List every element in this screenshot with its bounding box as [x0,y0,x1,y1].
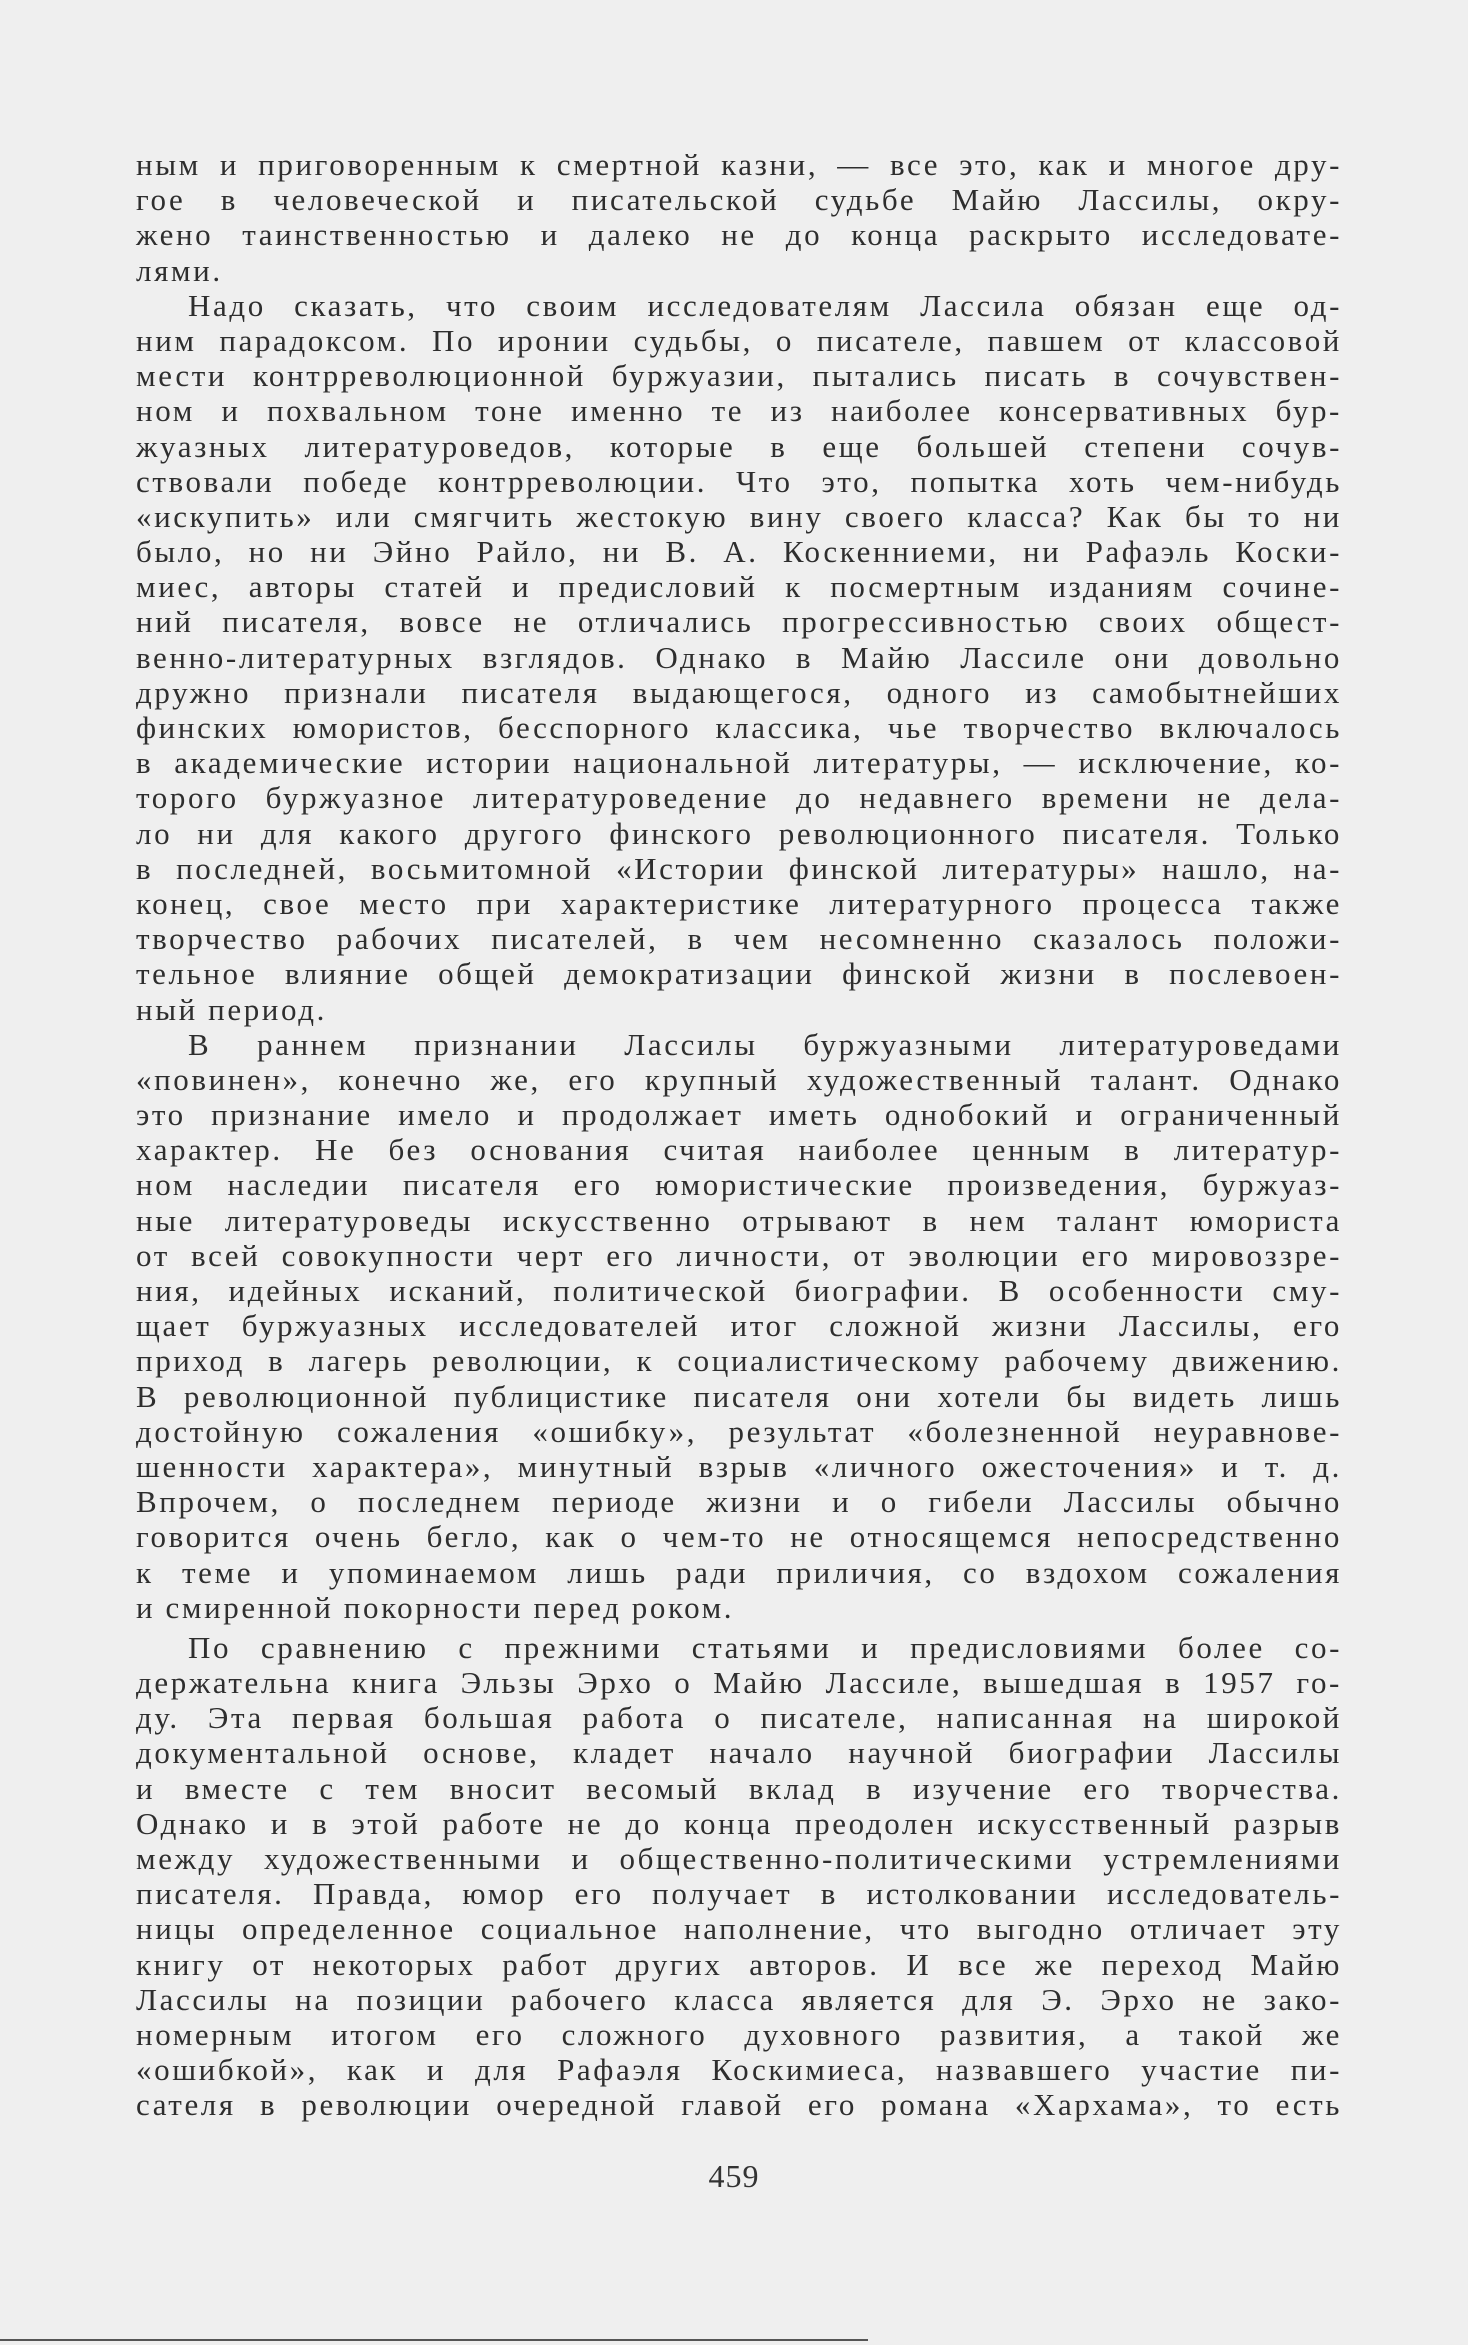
text-line: характер. Не без основания считая наиболее ценным в литератур- [136,1132,1342,1168]
text-line: миес, авторы статей и предисловий к посмертным изданиям сочине- [136,569,1342,605]
text-line: лями. [136,252,223,288]
page-number: 459 [708,2158,760,2194]
text-line: держательна книга Эльзы Эрхо о Майю Лассиле, вышедшая в 1957 го- [136,1665,1342,1701]
text-line: ным и приговоренным к смертной казни, — все это, как и многое дру- [136,147,1342,182]
text-line: ду. Эта первая большая работа о писателе, написанная на широкой [136,1700,1342,1736]
text-line: ные литературоведы искусственно отрывают в нем талант юмориста [136,1202,1342,1238]
text-line: ствовали победе контрреволюции. Что это, попытка хоть чем-нибудь [136,463,1342,499]
text-line: сателя в революции очередной главой его романа «Хархама», то есть [136,2087,1342,2123]
text-line: ний писателя, вовсе не отличались прогрессивностью своих общест- [136,604,1342,640]
text-line: «повинен», конечно же, его крупный художественный талант. Однако [136,1061,1342,1097]
text-line: конец, свое место при характеристике литературного процесса также [136,885,1342,921]
paragraph [136,147,1342,288]
text-line: в последней, восьмитомной «Истории финской литературы» нашло, на- [136,850,1342,886]
text-line: гое в человеческой и писательской судьбе Майю Лассилы, окру- [136,182,1342,218]
text-line: ном и похвальном тоне именно те из наиболее консервативных бур- [136,393,1342,429]
text-line: и вместе с тем вносит весомый вклад в изучение его творчества. [136,1770,1342,1806]
text-line: По сравнению с прежними статьями и предисловиями более со- [188,1629,1342,1665]
text-line: ло ни для какого другого финского революционного писателя. Только [136,815,1342,851]
text-line: ном наследии писателя его юмористические произведения, буржуаз- [136,1167,1342,1203]
text-line: писателя. Правда, юмор его получает в истолковании исследователь- [136,1876,1342,1912]
paragraph [136,288,1342,1027]
text-line: между художественными и общественно-политическими устремлениями [136,1841,1342,1876]
text-line: творчество рабочих писателей, в чем несомненно сказалось положи- [136,921,1342,957]
text-line: Лассилы на позиции рабочего класса является для Э. Эрхо не зако- [136,1981,1342,2017]
text-line: «ошибкой», как и для Рафаэля Коскимиеса, назвавшего участие пи- [136,2052,1342,2088]
text-line: ния, идейных исканий, политической биографии. В особенности сму- [136,1273,1342,1308]
text-line: в академические истории национальной литературы, — исключение, ко- [136,745,1342,781]
text-line: щает буржуазных исследователей итог сложной жизни Лассилы, его [136,1308,1342,1344]
paragraph [136,1630,1342,2123]
text-line: было, но ни Эйно Райло, ни В. А. Коскенниеми, ни Рафаэль Коски- [136,534,1342,570]
scan-edge-line [0,2339,868,2341]
text-line: к теме и упоминаемом лишь ради приличия, со вздохом сожаления [136,1554,1342,1590]
text-line: это признание имело и продолжает иметь однобокий и ограниченный [136,1097,1342,1133]
text-line: и смиренной покорности перед роком. [136,1589,735,1625]
text-line: В революционной публицистике писателя они хотели бы видеть лишь [136,1378,1342,1414]
text-line: дружно признали писателя выдающегося, одного из самобытнейших [136,674,1342,710]
text-line: шенности характера», минутный взрыв «личного ожесточения» и т. д. [136,1448,1342,1484]
text-line: Впрочем, о последнем периоде жизни и о гибели Лассилы обычно [136,1484,1342,1520]
text-line: жено таинственностью и далеко не до конца раскрыто исследовате- [136,217,1342,253]
text-line: тельное влияние общей демократизации финской жизни в послевоен- [136,956,1342,992]
text-line: книгу от некоторых работ других авторов. И все же переход Майю [136,1946,1342,1982]
text-line: говорится очень бегло, как о чем-то не относящемся непосредственно [136,1519,1342,1555]
text-line: В раннем признании Лассилы буржуазными литературоведами [188,1026,1342,1062]
text-line: Однако и в этой работе не до конца преодолен искусственный разрыв [136,1805,1342,1841]
paragraph [136,1027,1342,1625]
text-line: «искупить» или смягчить жестокую вину своего класса? Как бы то ни [136,498,1342,534]
text-line: номерным итогом его сложного духовного развития, а такой же [136,2016,1342,2052]
text-line: мести контрреволюционной буржуазии, пытались писать в сочувствен- [136,358,1342,394]
text-line: жуазных литературоведов, которые в еще большей степени сочув- [136,428,1342,464]
text-line: торого буржуазное литературоведение до недавнего времени не дела- [136,780,1342,816]
text-line: документальной основе, кладет начало научной биографии Лассилы [136,1735,1342,1771]
text-line: ницы определенное социальное наполнение, что выгодно отличает эту [136,1911,1342,1947]
text-line: ним парадоксом. По иронии судьбы, о писателе, павшем от классовой [136,322,1342,358]
text-line: достойную сожаления «ошибку», результат «болезненной неуравнове- [136,1413,1342,1449]
page-body-text [136,147,1342,2123]
text-line: венно-литературных взглядов. Однако в Майю Лассиле они довольно [136,639,1342,675]
text-line: приход в лагерь революции, к социалистическому рабочему движению. [136,1343,1342,1379]
text-line: финских юмористов, бесспорного классика, чье творчество включалось [136,710,1342,745]
text-line: Надо сказать, что своим исследователям Лассила обязан еще од- [188,287,1342,323]
text-line: ный период. [136,991,327,1027]
text-line: от всей совокупности черт его личности, от эволюции его мировоззре- [136,1237,1342,1273]
